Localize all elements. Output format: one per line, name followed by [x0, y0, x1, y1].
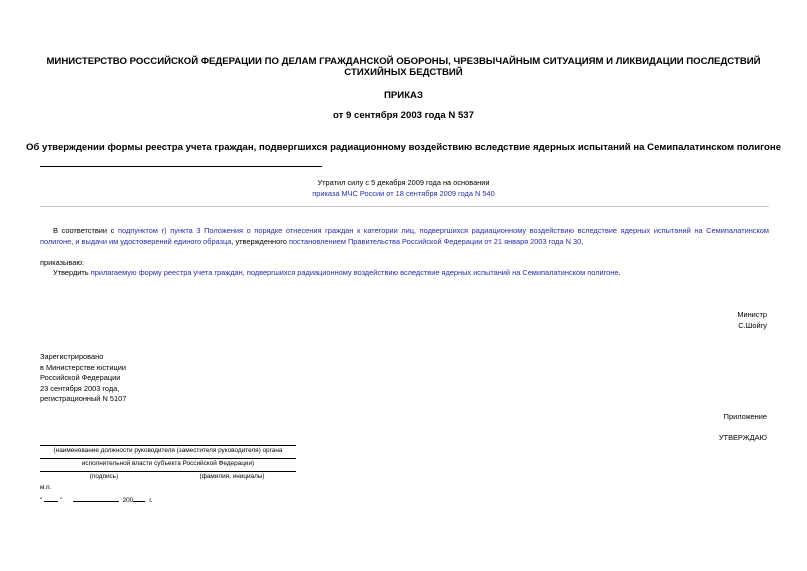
- year-prefix: 200: [122, 497, 134, 504]
- preamble-text-mid: , утвержденного: [231, 236, 289, 246]
- approve-paragraph: [53, 268, 621, 277]
- regulation-link[interactable]: подпунктом г) пункта 3 Положения о порядке отнесения граждан к категории лиц, подвергшихся радиационному воздействию вследствие ядерных испытаний на Семипалатинском полигоне, и выдачи им удостоверений единого образца: [40, 226, 769, 246]
- minister-name: С.Шойгу: [738, 320, 767, 330]
- quote-close: ": [60, 497, 63, 504]
- minister-signature: [737, 310, 767, 331]
- registration-block: [40, 352, 126, 405]
- authority-caption: исполнительной власти субъекта Российской Федерации): [40, 458, 296, 468]
- registration-line: 23 сентября 2003 года,: [40, 383, 120, 393]
- minister-title: Министр: [737, 310, 767, 319]
- preamble-text: В соответствии с: [53, 226, 118, 235]
- separator: [40, 206, 769, 207]
- signature-row: [40, 471, 296, 481]
- date-line: [40, 494, 153, 504]
- quote-open: ": [40, 497, 43, 504]
- approve-end: .: [618, 268, 621, 277]
- position-caption: (наименование должности руководителя (заместителя руководителя) органа: [40, 445, 296, 455]
- registration-line: Российской Федерации: [40, 373, 121, 382]
- divider-line: [40, 166, 322, 167]
- registration-line: Зарегистрировано: [40, 352, 104, 361]
- ministry-heading: МИНИСТЕРСТВО РОССИЙСКОЙ ФЕДЕРАЦИИ ПО ДЕЛАМ ГРАЖДАНСКОЙ ОБОРОНЫ, ЧРЕЗВЫЧАЙНЫМ СИТУАЦИЯМ И ЛИКВИДАЦИИ ПОСЛЕДСТВИЙ СТИХИЙНЫХ БЕДСТВИЙ: [46, 56, 761, 78]
- name-caption: (фамилия, инициалы): [199, 473, 265, 480]
- signature-caption: (подпись): [89, 473, 119, 480]
- document-date-number: от 9 сентября 2003 года N 537: [333, 110, 474, 121]
- approval-signature-table: [40, 445, 296, 484]
- preamble-end: ,: [581, 236, 584, 246]
- government-decree-link[interactable]: постановлением Правительства Российской Федерации от 21 января 2003 года N 30: [288, 236, 582, 246]
- approval-label: УТВЕРЖДАЮ: [718, 433, 767, 442]
- preamble-paragraph: [40, 226, 769, 247]
- year-suffix: г.: [149, 497, 153, 504]
- year-blank: [133, 494, 145, 502]
- attached-form-link[interactable]: прилагаемую форму реестра учета граждан, подвергшихся радиационному воздействию вследствие ядерных испытаний на Семипалатинском полигоне: [90, 268, 619, 277]
- approve-text: Утвердить: [53, 268, 91, 277]
- registration-line: регистрационный N 5107: [40, 394, 127, 403]
- status-link[interactable]: приказа МЧС России от 18 сентября 2009 года N 540: [312, 188, 495, 198]
- month-blank: [73, 494, 119, 502]
- status-text: Утратил силу с 5 декабря 2009 года на основании: [317, 178, 490, 187]
- registration-line: в Министерстве юстиции: [40, 362, 127, 372]
- document-type: ПРИКАЗ: [384, 90, 423, 101]
- status-note: [230, 178, 577, 199]
- order-label: приказываю:: [40, 258, 84, 267]
- day-blank: [44, 494, 58, 502]
- seal-mark: м.п.: [40, 484, 52, 491]
- document-subject: Об утверждении формы реестра учета граждан, подвергшихся радиационному воздействию вследствие ядерных испытаний на Семипалатинском полигоне: [25, 142, 782, 153]
- appendix-label: Приложение: [723, 412, 767, 421]
